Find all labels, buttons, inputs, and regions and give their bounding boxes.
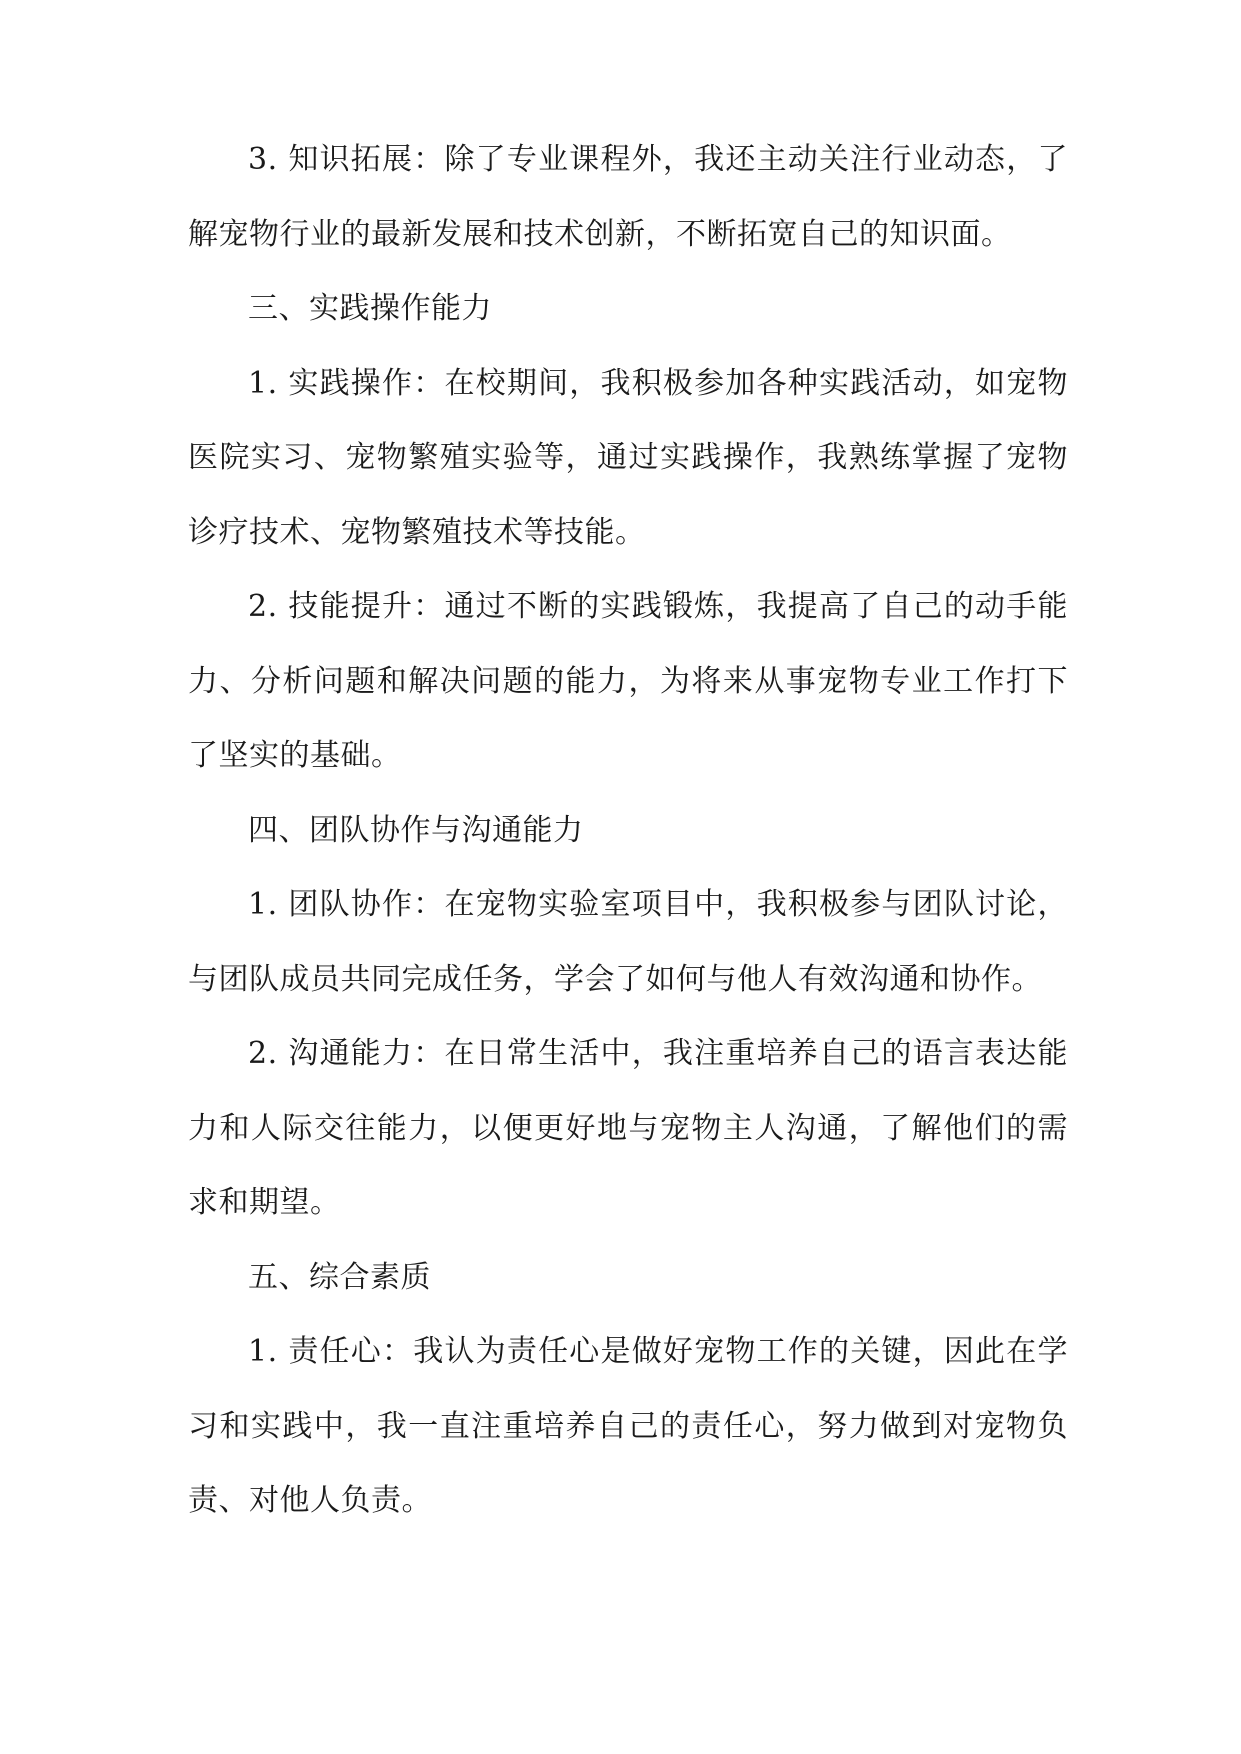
- paragraph-skill-improvement: 2. 技能提升：通过不断的实践锻炼，我提高了自己的动手能力、分析问题和解决问题的能力，为将来从事宠物专业工作打下了坚实的基础。: [188, 589, 1068, 773]
- section-heading-teamwork-communication: 四、团队协作与沟通能力: [248, 812, 584, 848]
- document-body: [188, 123, 1068, 1539]
- paragraph-practical-operation: 1. 实践操作：在校期间，我积极参加各种实践活动，如宠物医院实习、宠物繁殖实验等，通过实践操作，我熟练掌握了宠物诊疗技术、宠物繁殖技术等技能。: [188, 365, 1068, 550]
- paragraph-communication: 2. 沟通能力：在日常生活中，我注重培养自己的语言表达能力和人际交往能力，以便更好地与宠物主人沟通，了解他们的需求和期望。: [188, 1036, 1068, 1220]
- paragraph-knowledge-expansion: 3. 知识拓展：除了专业课程外，我还主动关注行业动态，了解宠物行业的最新发展和技术创新，不断拓宽自己的知识面。: [188, 142, 1068, 252]
- section-heading-overall-quality: 五、综合素质: [248, 1259, 431, 1295]
- section-heading-practical-skills: 三、实践操作能力: [248, 291, 492, 326]
- paragraph-responsibility: 1. 责任心：我认为责任心是做好宠物工作的关键，因此在学习和实践中，我一直注重培养自己的责任心，努力做到对宠物负责、对他人负责。: [188, 1334, 1068, 1518]
- paragraph-teamwork: 1. 团队协作：在宠物实验室项目中，我积极参与团队讨论，与团队成员共同完成任务，学会了如何与他人有效沟通和协作。: [188, 887, 1068, 997]
